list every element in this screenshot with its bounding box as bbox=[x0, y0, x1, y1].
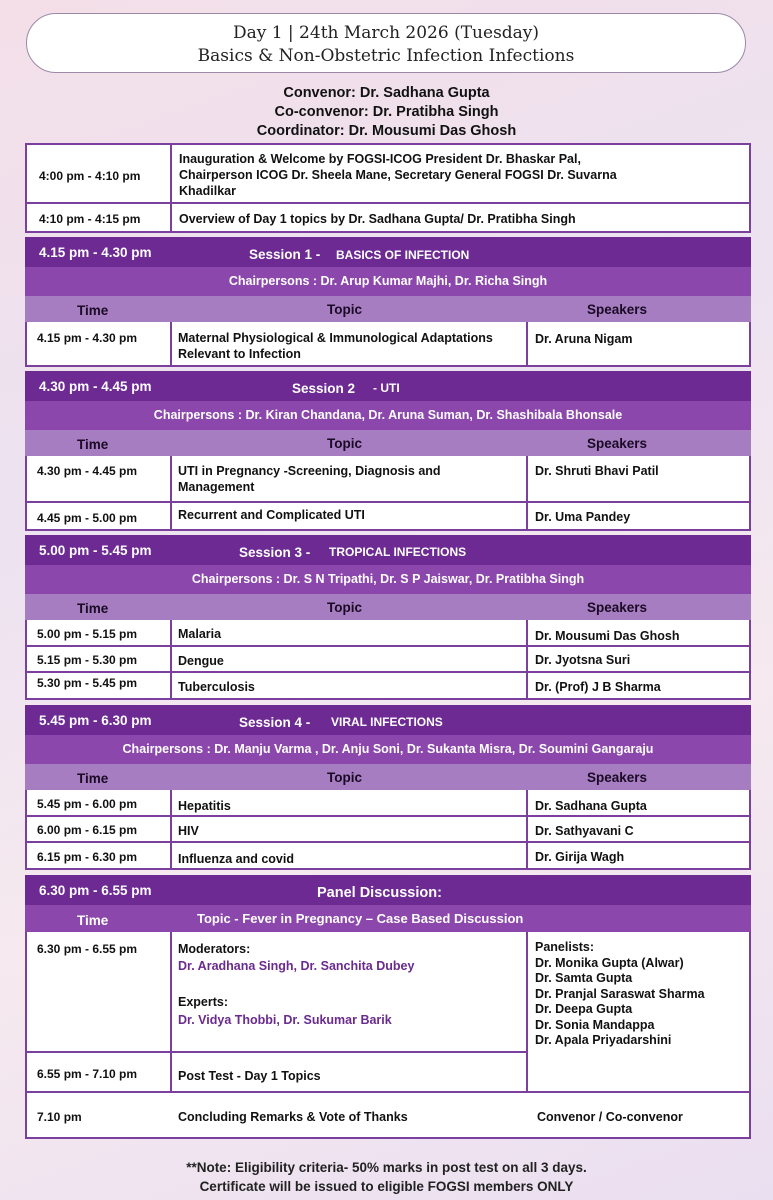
s3-r1-time: 5.00 pm - 5.15 pm bbox=[37, 627, 138, 641]
s4-r2-time: 6.00 pm - 6.15 pm bbox=[37, 823, 138, 837]
post-test-text: Post Test - Day 1 Topics bbox=[178, 1069, 321, 1083]
col-topic: Topic bbox=[327, 600, 362, 615]
session-1-chairs: Chairpersons : Dr. Arup Kumar Majhi, Dr. Richa Singh bbox=[25, 267, 751, 296]
panel-topic: Topic - Fever in Pregnancy – Case Based Discussion bbox=[197, 911, 524, 926]
col-speakers: Speakers bbox=[587, 600, 648, 615]
panel-title: Panel Discussion: bbox=[317, 885, 442, 901]
s4-r3-time: 6.15 pm - 6.30 pm bbox=[37, 850, 138, 864]
session-2-time: 4.30 pm - 4.45 pm bbox=[39, 379, 152, 394]
experts: Dr. Vidya Thobbi, Dr. Sukumar Barik bbox=[178, 1013, 392, 1027]
session-1-table bbox=[25, 322, 751, 367]
session-4-header bbox=[25, 705, 751, 735]
panelists-label: Panelists: bbox=[535, 940, 595, 954]
col-speakers: Speakers bbox=[587, 770, 648, 785]
opening-text-2: Overview of Day 1 topics by Dr. Sadhana Gupta/ Dr. Pratibha Singh bbox=[179, 212, 576, 226]
coordinator: Coordinator: Dr. Mousumi Das Ghosh bbox=[256, 123, 517, 139]
panelist: Dr. Pranjal Saraswat Sharma bbox=[535, 986, 705, 1001]
s2-r2-speaker: Dr. Uma Pandey bbox=[535, 510, 631, 524]
day-title-box bbox=[26, 13, 746, 73]
closing-time: 7.10 pm bbox=[37, 1110, 82, 1124]
session-3-chairs: Chairpersons : Dr. S N Tripathi, Dr. S P Jaiswar, Dr. Pratibha Singh bbox=[25, 565, 751, 594]
panelists bbox=[535, 940, 705, 1049]
session-3-name: Session 3 - bbox=[239, 545, 311, 560]
session-3-time: 5.00 pm - 5.45 pm bbox=[39, 543, 152, 558]
panelist: Dr. Samta Gupta bbox=[535, 971, 633, 985]
s1-r1-topic: Maternal Physiological & Immunological Adaptations Relevant to Infection bbox=[178, 331, 493, 361]
session-2-header bbox=[25, 371, 751, 401]
s3-r1-topic: Malaria bbox=[178, 627, 222, 641]
panel-row-time: 6.30 pm - 6.55 pm bbox=[37, 942, 138, 956]
session-2-subtitle: - UTI bbox=[373, 381, 400, 395]
s4-r3-speaker: Dr. Girija Wagh bbox=[535, 850, 625, 864]
s2-r1-topic: UTI in Pregnancy -Screening, Diagnosis and Management bbox=[178, 464, 441, 494]
opening-text-1: Inauguration & Welcome by FOGSI-ICOG President Dr. Bhaskar Pal, Chairperson ICOG Dr. Sheela Mane, Secretary General FOGSI Dr. Suvarna Khadilkar bbox=[179, 152, 617, 198]
opening-table bbox=[25, 143, 751, 233]
session-1-colhdr bbox=[25, 296, 751, 323]
s4-r3-topic: Influenza and covid bbox=[178, 852, 294, 866]
s3-r1-speaker: Dr. Mousumi Das Ghosh bbox=[535, 629, 680, 643]
col-topic: Topic bbox=[327, 770, 362, 785]
col-time: Time bbox=[77, 771, 109, 786]
eligibility-note bbox=[0, 1158, 773, 1196]
panel-subheader bbox=[25, 905, 751, 933]
s3-r3-topic: Tuberculosis bbox=[178, 680, 255, 694]
closing-speaker: Convenor / Co-convenor bbox=[537, 1110, 683, 1124]
session-2-chairs: Chairpersons : Dr. Kiran Chandana, Dr. Aruna Suman, Dr. Shashibala Bhonsale bbox=[25, 401, 751, 430]
col-topic: Topic bbox=[327, 436, 362, 451]
s1-r1-speaker: Dr. Aruna Nigam bbox=[535, 332, 633, 346]
session-4-table bbox=[25, 790, 751, 870]
panelist: Dr. Monika Gupta (Alwar) bbox=[535, 955, 684, 970]
s3-r2-time: 5.15 pm - 5.30 pm bbox=[37, 653, 138, 667]
session-4-subtitle: VIRAL INFECTIONS bbox=[331, 715, 443, 729]
session-3-header bbox=[25, 535, 751, 565]
col-speakers: Speakers bbox=[587, 436, 648, 451]
convenor: Convenor: Dr. Sadhana Gupta bbox=[283, 85, 490, 101]
s4-r1-topic: Hepatitis bbox=[178, 799, 231, 813]
col-speakers: Speakers bbox=[587, 302, 648, 317]
s1-r1-time: 4.15 pm - 4.30 pm bbox=[37, 331, 138, 345]
panel-header bbox=[25, 875, 751, 905]
session-1-time: 4.15 pm - 4.30 pm bbox=[39, 245, 152, 260]
s2-r1-time: 4.30 pm - 4.45 pm bbox=[37, 464, 138, 478]
s4-r2-topic: HIV bbox=[178, 824, 199, 838]
panel-time: 6.30 pm - 6.55 pm bbox=[39, 883, 152, 898]
col-time: Time bbox=[77, 303, 109, 318]
day-theme: Basics & Non-Obstetric Infection Infections bbox=[197, 46, 575, 66]
closing-text: Concluding Remarks & Vote of Thanks bbox=[178, 1110, 408, 1124]
session-4-time: 5.45 pm - 6.30 pm bbox=[39, 713, 152, 728]
col-time: Time bbox=[77, 437, 109, 452]
panelist: Dr. Deepa Gupta bbox=[535, 1002, 633, 1016]
session-4-name: Session 4 - bbox=[239, 715, 311, 730]
organizers bbox=[0, 84, 773, 141]
moderators-label: Moderators: bbox=[178, 942, 251, 956]
s3-r2-speaker: Dr. Jyotsna Suri bbox=[535, 653, 631, 667]
s4-r1-speaker: Dr. Sadhana Gupta bbox=[535, 799, 647, 813]
session-2-colhdr bbox=[25, 430, 751, 457]
s4-r1-time: 5.45 pm - 6.00 pm bbox=[37, 797, 138, 811]
coconvenor: Co-convenor: Dr. Pratibha Singh bbox=[274, 104, 499, 120]
s3-r3-speaker: Dr. (Prof) J B Sharma bbox=[535, 680, 661, 694]
s4-r2-speaker: Dr. Sathyavani C bbox=[535, 824, 634, 838]
session-4-chairs: Chairpersons : Dr. Manju Varma , Dr. Anju Soni, Dr. Sukanta Misra, Dr. Soumini Gangaraju bbox=[25, 735, 751, 764]
s3-r3-time: 5.30 pm - 5.45 pm bbox=[37, 676, 138, 690]
panel-table bbox=[25, 932, 751, 1139]
session-1-subtitle: BASICS OF INFECTION bbox=[336, 248, 470, 262]
note-line-2: Certificate will be issued to eligible FOGSI members ONLY bbox=[199, 1179, 574, 1194]
session-3-table bbox=[25, 620, 751, 700]
session-4-colhdr bbox=[25, 764, 751, 791]
day-date: Day 1 | 24th March 2026 (Tuesday) bbox=[232, 23, 540, 43]
opening-time-1: 4:00 pm - 4:10 pm bbox=[39, 169, 141, 183]
session-3-subtitle: TROPICAL INFECTIONS bbox=[329, 545, 467, 559]
col-topic: Topic bbox=[327, 302, 362, 317]
s3-r2-topic: Dengue bbox=[178, 654, 224, 668]
moderators: Dr. Aradhana Singh, Dr. Sanchita Dubey bbox=[178, 959, 415, 973]
col-time: Time bbox=[77, 601, 109, 616]
s2-r1-speaker: Dr. Shruti Bhavi Patil bbox=[535, 464, 659, 478]
s2-r2-time: 4.45 pm - 5.00 pm bbox=[37, 511, 138, 525]
session-2-table bbox=[25, 456, 751, 531]
session-1-header bbox=[25, 237, 751, 267]
panelist: Dr. Apala Priyadarshini bbox=[535, 1033, 672, 1047]
session-2-name: Session 2 bbox=[292, 381, 356, 396]
session-1-name: Session 1 - bbox=[249, 247, 321, 262]
session-3-colhdr bbox=[25, 594, 751, 621]
s2-r2-topic: Recurrent and Complicated UTI bbox=[178, 508, 365, 522]
experts-label: Experts: bbox=[178, 995, 229, 1009]
panelist: Dr. Sonia Mandappa bbox=[535, 1017, 655, 1032]
panel-col-time: Time bbox=[77, 913, 109, 928]
opening-time-2: 4:10 pm - 4:15 pm bbox=[39, 212, 141, 226]
note-line-1: **Note: Eligibility criteria- 50% marks in post test on all 3 days. bbox=[186, 1160, 587, 1175]
post-test-time: 6.55 pm - 7.10 pm bbox=[37, 1067, 138, 1081]
